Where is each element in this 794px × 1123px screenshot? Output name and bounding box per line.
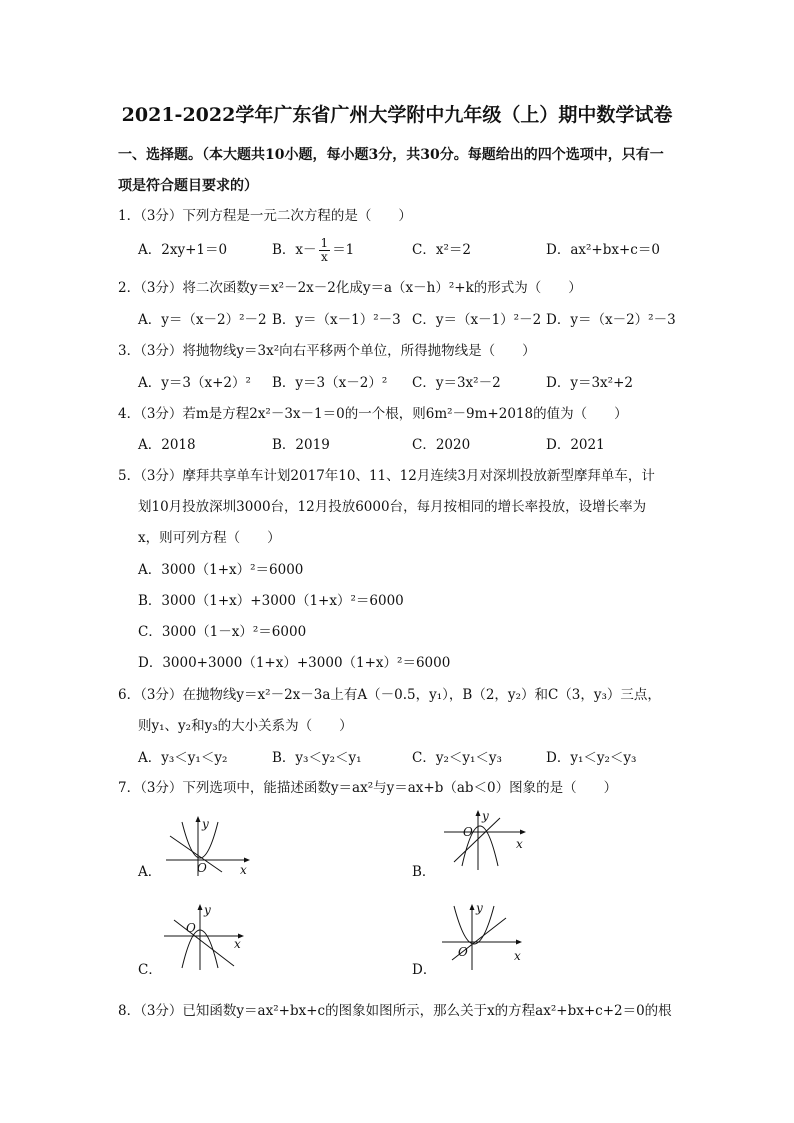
question-4-option-a: A．2018 xyxy=(138,437,196,453)
question-3-option-d: D．y＝3x²+2 xyxy=(546,375,633,391)
question-7-option-d: D． xyxy=(412,962,437,978)
question-6-stem-line2: 则y₁、y₂和y₃的大小关系为（ ） xyxy=(138,718,353,734)
x-axis-label: x xyxy=(240,863,247,877)
question-7-graph-b xyxy=(440,806,540,872)
y-axis-label: y xyxy=(476,901,483,915)
question-5-stem-line2: 划10月投放深圳3000台，12月投放6000台，每月按相同的增长率投放，设增长率为 xyxy=(138,499,647,515)
question-4-stem: 4．（3分）若m是方程2x²－3x－1＝0的一个根，则6m²－9m+2018的值为（ ） xyxy=(118,406,628,422)
question-3-stem: 3．（3分）将抛物线y＝3x²向右平移两个单位，所得抛物线是（ ） xyxy=(118,343,536,359)
question-4-option-d: D．2021 xyxy=(546,437,605,453)
question-2-option-c: C．y＝（x－1）²－2 xyxy=(412,312,542,328)
question-2-option-a: A．y＝（x－2）²－2 xyxy=(138,312,267,328)
x-axis-label: x xyxy=(514,949,521,963)
origin-label: O xyxy=(186,921,196,935)
origin-label: O xyxy=(197,861,207,875)
question-7-option-c: C． xyxy=(138,962,162,978)
question-7-stem: 7．（3分）下列选项中，能描述函数y＝ax²与y＝ax+b（ab＜0）图象的是（ ） xyxy=(118,780,618,796)
origin-label: O xyxy=(458,945,468,959)
question-5-option-c: C．3000（1－x）²＝6000 xyxy=(138,624,307,640)
section-heading-line1: 一、选择题。（本大题共10小题，每小题3分，共30分。每题给出的四个选项中，只有一 xyxy=(118,147,664,163)
question-6-option-d: D．y₁＜y₂＜y₃ xyxy=(546,750,637,766)
x-axis-label: x xyxy=(234,937,241,951)
origin-label: O xyxy=(463,825,473,839)
question-1-option-d: D．ax²+bx+c＝0 xyxy=(546,242,660,258)
question-4-option-b: B．2019 xyxy=(272,437,330,453)
question-2-stem: 2．（3分）将二次函数y＝x²－2x－2化成y＝a（x－h）²+k的形式为（ ） xyxy=(118,280,582,296)
question-4-option-c: C．2020 xyxy=(412,437,471,453)
y-axis-label: y xyxy=(202,817,209,831)
question-6-option-c: C．y₂＜y₁＜y₃ xyxy=(412,750,502,766)
y-axis-label: y xyxy=(482,809,489,823)
question-7-graph-a xyxy=(160,812,260,878)
question-6-option-a: A．y₃＜y₁＜y₂ xyxy=(138,750,228,766)
question-7-option-b: B． xyxy=(412,864,436,880)
question-1-option-a: A．2xy+1＝0 xyxy=(138,242,228,258)
question-6-stem-line1: 6．（3分）在抛物线y＝x²－2x－3a上有A（－0.5，y₁），B（2，y₂）和C（3，y₃）三点， xyxy=(118,687,661,703)
question-1-stem: 1．（3分）下列方程是一元二次方程的是（ ） xyxy=(118,208,412,224)
fraction: $\frac{1}{x}$ xyxy=(320,236,329,264)
question-7-option-a: A． xyxy=(138,864,162,880)
x-axis-label: x xyxy=(516,837,523,851)
question-3-option-b: B．y＝3（x－2）² xyxy=(272,375,388,391)
question-5-stem-line1: 5．（3分）摩拜共享单车计划2017年10、11、12月连续3月对深圳投放新型摩拜单车，计 xyxy=(118,468,655,484)
question-2-option-b: B．y＝（x－1）²－3 xyxy=(272,312,401,328)
y-axis-label: y xyxy=(204,903,211,917)
question-3-option-c: C．y＝3x²－2 xyxy=(412,375,501,391)
question-1-option-c: C．x²＝2 xyxy=(412,242,471,258)
question-5-option-a: A．3000（1+x）²＝6000 xyxy=(138,562,304,578)
question-7-graph-d xyxy=(438,898,538,974)
question-5-stem-line3: x，则可列方程（ ） xyxy=(138,530,281,546)
question-5-option-d: D．3000+3000（1+x）+3000（1+x）²＝6000 xyxy=(138,655,451,671)
question-2-option-d: D．y＝（x－2）²－3 xyxy=(546,312,676,328)
question-6-option-b: B．y₃＜y₂＜y₁ xyxy=(272,750,362,766)
section-heading-line2: 项是符合题目要求的） xyxy=(118,178,258,194)
question-8-stem: 8．（3分）已知函数y＝ax²+bx+c的图象如图所示，那么关于x的方程ax²+bx+c+2＝0的根 xyxy=(118,1003,672,1019)
question-5-option-b: B．3000（1+x）+3000（1+x）²＝6000 xyxy=(138,593,404,609)
page-title: 2021-2022学年广东省广州大学附中九年级（上）期中数学试卷 xyxy=(121,104,673,126)
question-7-graph-c xyxy=(160,898,260,974)
question-3-option-a: A．y＝3（x+2）² xyxy=(138,375,251,391)
question-1-option-b: B．x－ $\frac{1}{x}$ ＝1 xyxy=(272,236,355,264)
